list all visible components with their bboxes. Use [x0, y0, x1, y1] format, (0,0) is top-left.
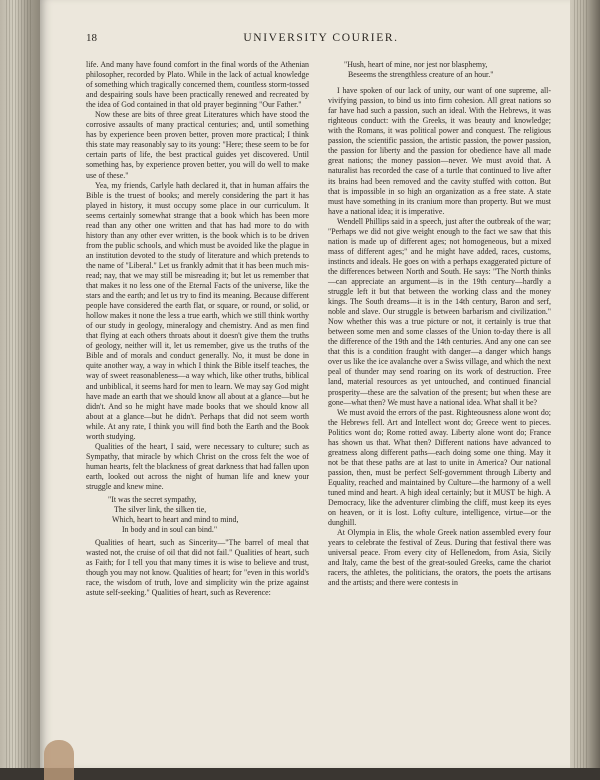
verse-line: "It was the secret sympathy,: [108, 495, 197, 505]
right-column: [328, 60, 551, 588]
paragraph: Wendell Phillips said in a speech, just after the outbreak of the war; "Perhaps we did not give weight enough to the fact we saw that this nation is made up of different ages; not homogeneous, but a mixed mass of different ages;" and he might have added, races, customs, instincts and ideals. He goes on with a perhaps exaggerated picture of the differences between North and South. He says: "The North thinks—can appreciate an argument—is in the 19th century—hardly a struggle left it but that between the working class and the money kings. The South dreams—it is in the 14th century, Baron and serf, noble and slave. Our struggle is between barbarism and civilization." Now whether this was a true picture or not, it certainly is true that between some men and some classes of the Union to-day there is all the difference of the 19th and the 14th centuries. And any one can see that this is a condition fraught with danger—a danger which hangs over us like the ice avalanche over a Swiss village, and which the next peal of thunder may send roaring on its work of destruction. Free land, material resources as yet untouched, and continued financial prosperity—these are the salvation of the present; but when these are gone—what then? We must have a national idea. What shall it be?: [328, 216, 551, 407]
verse-line: Which, heart to heart and mind to mind,: [112, 515, 239, 525]
verse-line: Beseems the strengthless creature of an hour.": [348, 70, 494, 80]
verse-quote: [86, 495, 309, 535]
paragraph: At Olympia in Elis, the whole Greek nation assembled every four years to celebrate the festival of Zeus. During that festival there was universal peace. From every city of Hellenedom, from Asia, Sicily and Italy, came the best of the great-souled Greeks, came the chariot racers, the athletes, the politicians, the orators, the poets the artisans and the artists; and there were contests in: [328, 528, 551, 588]
paragraph: life. And many have found comfort in the final words of the Athenian philosopher, recorded by Plato. While in the lack of actual knowledge of something which tragically concerned them, countless storm-tossed and despairing souls have been practically renewed and recreated by the idea of God contained in that old prayer beginning "Our Father.": [86, 60, 309, 110]
left-column: [86, 60, 309, 598]
page-stack-edges: [6, 0, 32, 768]
page-number: 18: [86, 32, 97, 44]
paragraph: We must avoid the errors of the past. Righteousness alone wont do; the Hebrews fell. Art and Intellect wont do; Greece went to pieces. Politics wont do; Rome rotted away. Liberty alone wont do; France has shown us that. What then? Different nations have advanced to greatness along different paths—each doing some one thing. May it not be that these paths are at last to unite in America? Our national passion, then, must be perfect Self-government through Liberty and Equality, reached and maintained by Culture—the harmony of a well tuned mind and heart. A high ideal certainly; but it MUST be high. A Democracy, like the adventurer climbing the cliff, must keep its eyes on heaven, or it is lost. Lofty culture, intelligence, virtue—or the dunghill.: [328, 407, 551, 528]
page-header: [86, 32, 556, 50]
paragraph: Qualities of the heart, I said, were necessary to culture; such as Sympathy, that miracle by which Christ on the cross felt the woe of human hearts, felt the blackness of great darkness that had fallen upon earth, looked out across the night of human life and knew your struggle and knew mine.: [86, 441, 309, 491]
paragraph: Qualities of heart, such as Sincerity—"The barrel of meal that wasted not, the cruise of oil that did not fail." Qualities of heart, such as Faith; for I tell you that many times it is wise to believe and trust, though you may not know. Qualities of heart; for "even in this world's race, the wisdom of truth, love and simplicity win the prize against astute self-seeking." Qualities of heart, such as Reverence:: [86, 538, 309, 598]
book-binding: [0, 0, 40, 768]
verse-line: In body and in soul can bind.": [122, 525, 218, 535]
running-title: UNIVERSITY COURIER.: [243, 32, 399, 44]
opposite-page-edge: [570, 0, 600, 768]
paragraph: Yea, my friends, Carlyle hath declared it, that in human affairs the Bible is the truest of books; and merely considering the part it has played in history, it must occupy some place in our curriculum. It seems certainly somewhat strange that a book which has been more read than any other one written and that has had more to do with history than any other ever written, is the book which is to be driven from the public schools, and which must be avoided like the plague in an institution devoted to the study of literature and which pretends to the name of "Liberal." Let us frankly admit that it has been much mis-read; nay, that we may still be misreading it; but let us remember that that makes it no less one of the Eternal Facts of the universe, like the stars and the earth; and let us try to find its meaning. Because different people have considered the earth flat, or square, or round, or solid, or hollow makes it none the less a true earth, which we still think worthy of our study in geology, mineralogy and chemistry. And as men find that flying at each others throats about it doesn't give them the truths of geology, neither will it, let us remember, give us the truths of the Bible and of morals and conduct generally. No, it must be done in quite another way, a way in which I think the Bible itself teaches, the way of sweet reasonableness—a way which, like other truths, biblical and unbiblical, it seems hard for men to learn. We may say God might have made an earth that we should know all about at a glance—but he didn't. And so he might have made books that we should know all about at a glance—but he didn't. Perhaps that did not seem worth while. At any rate, I think you will find both the Earth and the Book worth studying.: [86, 180, 309, 441]
verse-line: The silver link, the silken tie,: [114, 505, 207, 515]
verse-line: "Hush, heart of mine, nor jest nor blasphemy,: [344, 60, 488, 69]
paragraph: I have spoken of our lack of unity, our want of one supreme, all-vivifying passion, to bind us into firm cohesion. All great nations so far have had such a passion, such an ideal. With the Hebrews, it was righteous conduct: with the Greeks, it was beauty and knowledge; with the Romans, it was political power and conquest. The religious passion, the scientific passion, the artistic passion, the power passion, the passion for liberty and the passion for obedience have all made great nations; the money passion—never. We must avoid that. A naturalist has recorded the case of a turtle that continued to live after its brains had been removed and the cavity stuffed with cotton. But that is impossible in so high an organization as a free state. A state must have something in its cranium more than property. But we must have a national idea; it is imperative.: [328, 86, 551, 216]
paragraph: Now these are bits of three great Literatures which have stood the corrosive assaults of many practical centuries; and, until something has by experience been proven better, proven more practical; I think this state may reasonably say to its young: "Here; these seem to be for certain parts of life, the best practical guides yet discovered. Until something has, by experience proven better, you will do well to make use of these.": [86, 110, 309, 180]
verse-quote: [328, 60, 551, 80]
thumb-holding-page: [44, 740, 74, 780]
